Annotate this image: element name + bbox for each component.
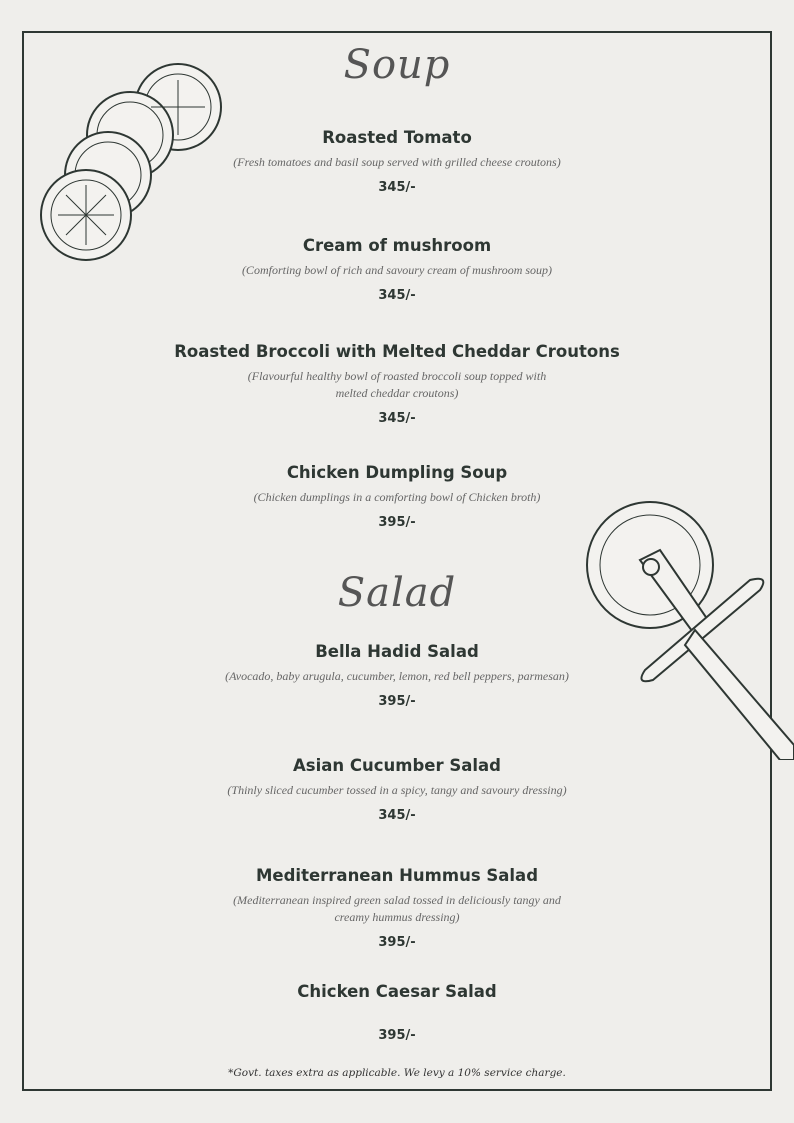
- item-description: (Avocado, baby arugula, cucumber, lemon, red bell peppers, parmesan): [225, 669, 569, 683]
- menu-item: [0, 128, 794, 195]
- item-description: (Flavourful healthy bowl of roasted broccoli soup topped with melted cheddar croutons): [247, 369, 547, 400]
- menu-item: [0, 463, 794, 530]
- item-price: 395/-: [378, 935, 416, 950]
- item-description: (Chicken dumplings in a comforting bowl of Chicken broth): [253, 490, 541, 504]
- item-title: Asian Cucumber Salad: [293, 756, 501, 775]
- pizza-cutter-illustration: [585, 495, 794, 760]
- item-price: 395/-: [378, 1028, 416, 1043]
- item-title: Bella Hadid Salad: [315, 642, 479, 661]
- tax-note: *Govt. taxes extra as applicable. We levy a 10% service charge.: [228, 1067, 566, 1079]
- item-title: Roasted Tomato: [322, 128, 472, 147]
- item-title: Chicken Caesar Salad: [297, 982, 497, 1001]
- menu-item: [0, 982, 794, 1043]
- item-title: Roasted Broccoli with Melted Cheddar Croutons: [174, 342, 620, 361]
- item-description: (Thinly sliced cucumber tossed in a spicy, tangy and savoury dressing): [227, 783, 567, 797]
- menu-item: [0, 342, 794, 426]
- item-description: (Fresh tomatoes and basil soup served with grilled cheese croutons): [233, 155, 561, 169]
- item-title: Chicken Dumpling Soup: [286, 463, 508, 482]
- item-title: Cream of mushroom: [302, 236, 492, 255]
- item-price: 395/-: [378, 515, 416, 530]
- item-description: (Mediterranean inspired green salad tossed in deliciously tangy and creamy hummus dressing): [233, 893, 561, 924]
- section-heading-salad: Salad: [337, 570, 457, 616]
- menu-item: [0, 756, 794, 823]
- section-heading-soup: Soup: [343, 42, 451, 88]
- item-price: 345/-: [378, 411, 416, 426]
- menu-item: [0, 642, 794, 709]
- item-price: 345/-: [378, 180, 416, 195]
- item-description: (Comforting bowl of rich and savoury cream of mushroom soup): [241, 263, 553, 277]
- item-price: 345/-: [378, 808, 416, 823]
- item-price: 345/-: [378, 288, 416, 303]
- menu-item: [0, 236, 794, 303]
- item-title: Mediterranean Hummus Salad: [256, 866, 538, 885]
- item-price: 395/-: [378, 694, 416, 709]
- menu-item: [0, 866, 794, 950]
